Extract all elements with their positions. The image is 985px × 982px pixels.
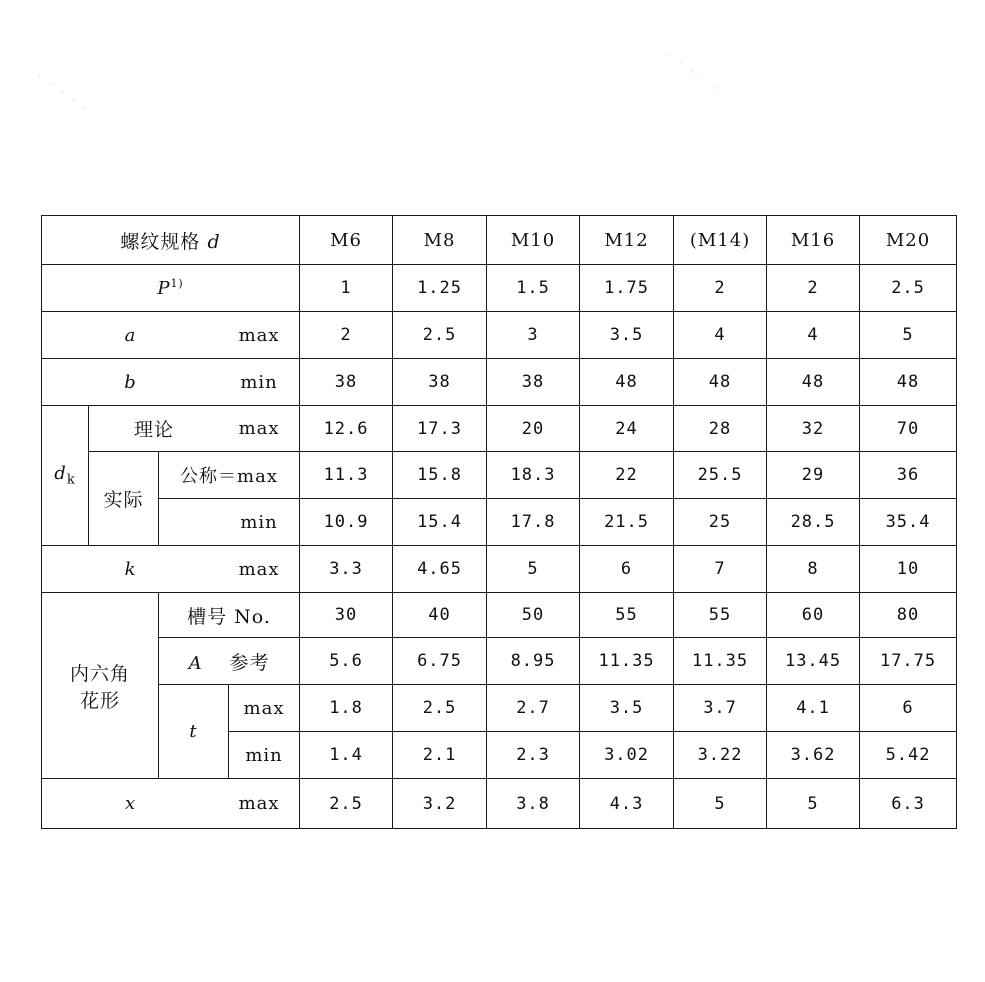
table-cell: 1.8 xyxy=(300,685,393,732)
table-cell: 2.5 xyxy=(393,312,487,359)
table-cell: 3.02 xyxy=(580,732,674,779)
table-cell: 22 xyxy=(580,452,674,499)
table-cell: 4.65 xyxy=(393,546,487,593)
table-cell: 17.8 xyxy=(487,499,580,546)
table-cell: 1 xyxy=(300,265,393,312)
dk-actual-label: 实际 xyxy=(89,452,159,546)
col-header: M12 xyxy=(580,216,674,265)
header-row xyxy=(42,216,957,265)
table-cell: 48 xyxy=(860,359,957,406)
A-label: A 参考 xyxy=(159,638,300,685)
table-cell: 15.4 xyxy=(393,499,487,546)
table-cell: 2.7 xyxy=(487,685,580,732)
table-cell: 3.5 xyxy=(580,312,674,359)
col-header: M10 xyxy=(487,216,580,265)
table-cell: 80 xyxy=(860,593,957,638)
table-cell: 5 xyxy=(674,779,767,829)
table-cell: 3.8 xyxy=(487,779,580,829)
table-cell: 3.7 xyxy=(674,685,767,732)
table-cell: 38 xyxy=(300,359,393,406)
table-cell: 4 xyxy=(767,312,860,359)
table-cell: 5 xyxy=(767,779,860,829)
row-b xyxy=(42,359,957,406)
screw-spec-table xyxy=(41,215,957,829)
row-x xyxy=(42,779,957,829)
dk-theory-label: 理论 max xyxy=(89,406,300,452)
table-cell: 6 xyxy=(580,546,674,593)
table-cell: 5 xyxy=(487,546,580,593)
table-cell: 2.5 xyxy=(860,265,957,312)
table-cell: 55 xyxy=(674,593,767,638)
table-cell: 48 xyxy=(674,359,767,406)
table-cell: 4.1 xyxy=(767,685,860,732)
row-dk-actual-max xyxy=(42,452,957,499)
table-cell: 38 xyxy=(487,359,580,406)
table-cell: 1.5 xyxy=(487,265,580,312)
dk-label: $d_k$ xyxy=(42,406,89,546)
row-dk-theory xyxy=(42,406,957,452)
table-cell: 28.5 xyxy=(767,499,860,546)
table-cell: 60 xyxy=(767,593,860,638)
col-header: M6 xyxy=(300,216,393,265)
table-cell: 25 xyxy=(674,499,767,546)
table-cell: 2.3 xyxy=(487,732,580,779)
table-cell: 48 xyxy=(580,359,674,406)
table-cell: 10.9 xyxy=(300,499,393,546)
table-cell: 6 xyxy=(860,685,957,732)
table-cell: 2 xyxy=(300,312,393,359)
table-cell: 15.8 xyxy=(393,452,487,499)
table-cell: 11.35 xyxy=(674,638,767,685)
b-label: b min xyxy=(42,359,300,406)
table-cell: 25.5 xyxy=(674,452,767,499)
pitch-label: $P^{1)}$ xyxy=(42,265,300,312)
col-header: M16 xyxy=(767,216,860,265)
table-cell: 70 xyxy=(860,406,957,452)
table-cell: 18.3 xyxy=(487,452,580,499)
table-cell: 11.35 xyxy=(580,638,674,685)
table-cell: 4 xyxy=(674,312,767,359)
row-hex-A xyxy=(42,638,957,685)
watermark: · · · · · xyxy=(658,44,725,101)
table-cell: 12.6 xyxy=(300,406,393,452)
table-cell: 11.3 xyxy=(300,452,393,499)
dk-actual-min-qual: min xyxy=(159,499,300,546)
table-cell: 5.42 xyxy=(860,732,957,779)
table-cell: 5 xyxy=(860,312,957,359)
table-cell: 36 xyxy=(860,452,957,499)
table-cell: 2.1 xyxy=(393,732,487,779)
row-dk-actual-min xyxy=(42,499,957,546)
table-cell: 5.6 xyxy=(300,638,393,685)
table-cell: 32 xyxy=(767,406,860,452)
row-hex-slot xyxy=(42,593,957,638)
table-cell: 3.62 xyxy=(767,732,860,779)
table-cell: 1.4 xyxy=(300,732,393,779)
table-cell: 40 xyxy=(393,593,487,638)
row-hex-t-max xyxy=(42,685,957,732)
table-cell: 4.3 xyxy=(580,779,674,829)
table-cell: 3 xyxy=(487,312,580,359)
x-label: x max xyxy=(42,779,300,829)
table-cell: 13.45 xyxy=(767,638,860,685)
a-label: a max xyxy=(42,312,300,359)
table-cell: 17.3 xyxy=(393,406,487,452)
table-cell: 29 xyxy=(767,452,860,499)
table-cell: 3.2 xyxy=(393,779,487,829)
table-cell: 3.22 xyxy=(674,732,767,779)
col-header: M20 xyxy=(860,216,957,265)
table-cell: 24 xyxy=(580,406,674,452)
table-cell: 28 xyxy=(674,406,767,452)
row-a xyxy=(42,312,957,359)
table-cell: 55 xyxy=(580,593,674,638)
slot-no-label: 槽号 No. xyxy=(159,593,300,638)
col-header: (M14) xyxy=(674,216,767,265)
table-cell: 50 xyxy=(487,593,580,638)
k-label: k max xyxy=(42,546,300,593)
table-cell: 20 xyxy=(487,406,580,452)
col-header: M8 xyxy=(393,216,487,265)
table-cell: 30 xyxy=(300,593,393,638)
table-cell: 6.3 xyxy=(860,779,957,829)
table-cell: 38 xyxy=(393,359,487,406)
table-cell: 1.25 xyxy=(393,265,487,312)
table-cell: 7 xyxy=(674,546,767,593)
table-cell: 1.75 xyxy=(580,265,674,312)
t-label: t xyxy=(159,685,229,779)
watermark: · · · · · xyxy=(28,64,95,121)
table-cell: 8.95 xyxy=(487,638,580,685)
table-cell: 17.75 xyxy=(860,638,957,685)
table-cell: 48 xyxy=(767,359,860,406)
table-cell: 10 xyxy=(860,546,957,593)
t-max-qual: max xyxy=(229,685,300,732)
table-cell: 8 xyxy=(767,546,860,593)
t-min-qual: min xyxy=(229,732,300,779)
thread-size-var: d xyxy=(207,230,221,253)
table-cell: 21.5 xyxy=(580,499,674,546)
table-cell: 35.4 xyxy=(860,499,957,546)
table-cell: 3.5 xyxy=(580,685,674,732)
table-cell: 2.5 xyxy=(300,779,393,829)
dk-actual-max-qual: 公称＝max xyxy=(159,452,300,499)
hexalobular-label: 内六角 花形 xyxy=(42,593,159,779)
table-cell: 2 xyxy=(767,265,860,312)
table-cell: 2 xyxy=(674,265,767,312)
row-pitch xyxy=(42,265,957,312)
thread-size-header xyxy=(42,216,300,265)
table-cell: 2.5 xyxy=(393,685,487,732)
table-cell: 3.3 xyxy=(300,546,393,593)
row-k xyxy=(42,546,957,593)
table-cell: 6.75 xyxy=(393,638,487,685)
thread-size-label: 螺纹规格 xyxy=(120,230,201,253)
